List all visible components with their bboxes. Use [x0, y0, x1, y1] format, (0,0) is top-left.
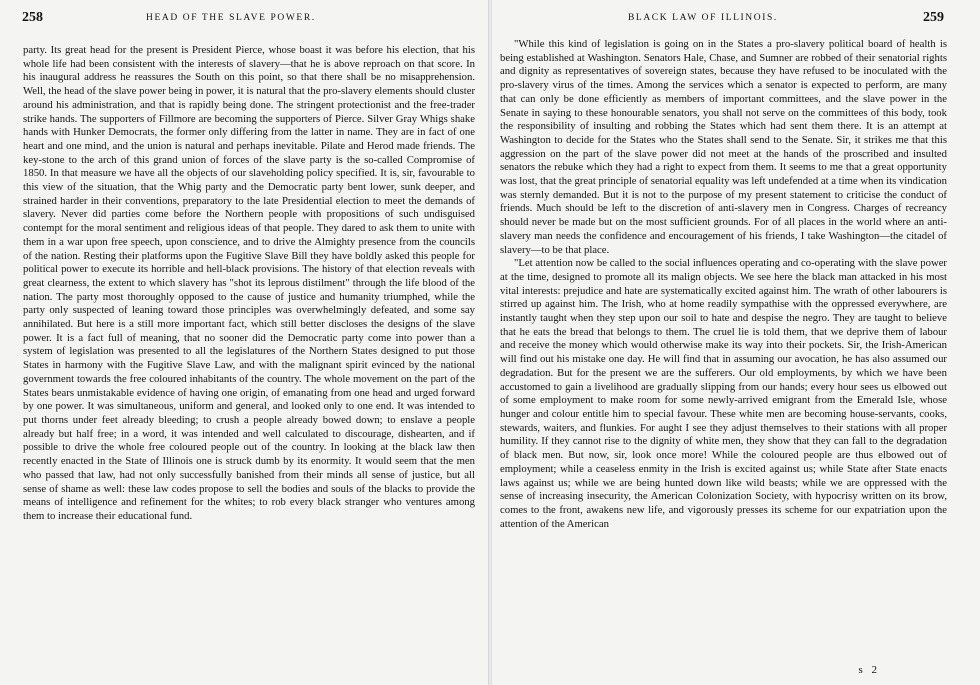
left-page-number: 258 [22, 10, 43, 25]
right-page [492, 0, 980, 685]
signature-mark: s 2 [858, 664, 880, 676]
right-page-body [500, 38, 947, 531]
right-paragraph-1: "While this kind of legislation is going on in the States a pro-slavery political board of health is being established at Washington. Senators Hale, Chase, and Sumner are robbed of their senatorial rights and dignity as representatives of sovereign states, because they have refused to be inoculated with the pro-slavery virus of the times. Among the services which a senator is expected to perform, are many that can only be done efficiently as members of important committees, and the slave power in the Senate in saying to these honourable senators, you shall not serve on the committees of this body, took the responsibility of insulting and robbing the States which had sent them there. It is an attempt at Washington to decide for the States who the States shall send to the Senate. Sir, it strikes me that this aggression on the part of the slave power did not meet at the hands of the proscribed and insulted senators the rebuke which they had a right to expect from them. It seems to me that a great opportunity was lost, that the great principle of senatorial equality was left undefended at a time when its vindication was sternly demanded. But it is not to the purpose of my present statement to criticise the conduct of friends. Much should be left to the discretion of anti-slavery men in Congress. Charges of recreancy should never be made but on the most sufficient grounds. For of all places in the world where an anti-slavery man needs the confidence and encouragement of his friends, I take Washington—the citadel of slavery—to be that place. [500, 38, 947, 256]
right-page-number: 259 [923, 10, 944, 25]
right-paragraph-2: "Let attention now be called to the social influences operating and co-operating with the slave power at the time, designed to promote all its malign objects. We see here the black man attacked in his most vital interests: prejudice and hate are systematically excited against him. The wrath of other labourers is stirred up against him. The Irish, who at home readily sympathise with the oppressed everywhere, are instantly taught when they step upon our soil to hate and despise the negro. They are taught to believe that he eats the bread that belongs to them. The cruel lie is told them, that we deprive them of labour and receive the money which would otherwise make its way into their pockets. Sir, the Irish-American will find out his mistake one day. He will find that in assuming our avocation, he has also assumed our degradation. But for the present we are the sufferers. Our old employments, by which we have been accustomed to gain a livelihood are gradually slipping from our hands; every hour sees us elbowed out of some employment to make room for some newly-arrived emigrant from the Emerald Isle, whose hunger and colour entitle him to special favour. These white men are becoming house-servants, cooks, stewards, waiters, and flunkies. For aught I see they adjust themselves to their stations with all proper humility. If they cannot rise to the dignity of white men, they show that they can fall to the degradation of black men. But now, sir, look once more! While the coloured people are thus elbowed out of employment; while a ceaseless enmity in the Irish is excited against us; while State after State enacts laws against us; while we are being hunted down like wild beasts; while we are oppressed with the sense of increasing insecurity, the American Colonization Society, with hypocrisy written on its brow, comes to the front, awakens new life, and vigorously presses its scheme for our expatriation upon the attention of the American [500, 257, 947, 530]
left-page-header [0, 10, 488, 26]
left-page [0, 0, 488, 685]
left-paragraph-1: party. Its great head for the present is President Pierce, whose boast it was before his election, that his whole life had been consistent with the interests of slavery—that he is above reproach on that score. In his inaugural address he reassures the South on this point, so that there shall be no misapprehension. Well, the head of the slave power being in power, it is natural that the pro-slavery elements should cluster around his administration, and that is rapidly being done. The stringent protectionist and the free-trader strike hands. The supporters of Fillmore are becoming the supporters of Pierce. Silver Gray Whigs shake hands with Hunker Democrats, the former only differing from the latter in name. They are in fact of one heart and one mind, and the union is natural and perhaps inevitable. Pilate and Herod made friends. The key-stone to the arch of this grand union of forces of the slave party is the so-called Compromise of 1850. In that measure we have all the objects of our slaveholding policy specified. It is, sir, favourable to this view of the situation, that the Whig party and the Democratic party bent lower, sunk deeper, and strained harder in their conventions, preparatory to the late Presidential election to meet the demands of slavery. Never did parties come before the Northern people with propositions of such undisguised contempt for the moral sentiment and religious ideas of that people. They dared to ask them to unite with them in a war upon free speech, upon conscience, and to drive the Almighty presence from the councils of the nation. Resting their platforms upon the Fugitive Slave Bill they have boldly asked this people for political power to execute its horrible and hell-black provisions. The history of that election reveals with great clearness, the extent to which slavery has "shot its leprous distilment" through the life blood of the nation. The party most thoroughly opposed to the cause of justice and humanity triumphed, while the party only suspected of leaning toward those principles was overwhelmingly defeated, and some say annihilated. But here is a still more important fact, which still better discloses the designs of the slave power. It is a fact full of meaning, that no sooner did the Democratic party come into power than a system of legislation was presented to all the legislatures of the Northern States designed to put those States in harmony with the Fugitive Slave Law, and with the malignant spirit evinced by the national government towards the free coloured inhabitants of the country. The whole movement on the part of the States bears unmistakable evidence of having one origin, of emanating from one head and urged forward by one power. It was simultaneous, uniform and general, and looked only to one end. It was intended to put thorns under feet already bleeding; to crush a people already bowed down; to enslave a people already but half free; in a word, it was intended and well calculated to discourage, dishearten, and if possible to drive the whole free coloured people out of the country. In looking at the black law then recently enacted in the State of Illinois one is struck dumb by its enormity. It would seem that the men who passed that law, had not only successfully banished from their minds all sense of justice, but all sense of shame as well: these law codes propose to sell the bodies and souls of the blacks to provide the means of intelligence and refinement for the whites; to rob every black stranger who ventures among them to increase their educational fund. [23, 44, 475, 522]
left-running-head: HEAD OF THE SLAVE POWER. [146, 13, 316, 23]
left-page-body [23, 44, 475, 524]
right-running-head: BLACK LAW OF ILLINOIS. [628, 13, 778, 23]
right-page-header [492, 10, 980, 26]
